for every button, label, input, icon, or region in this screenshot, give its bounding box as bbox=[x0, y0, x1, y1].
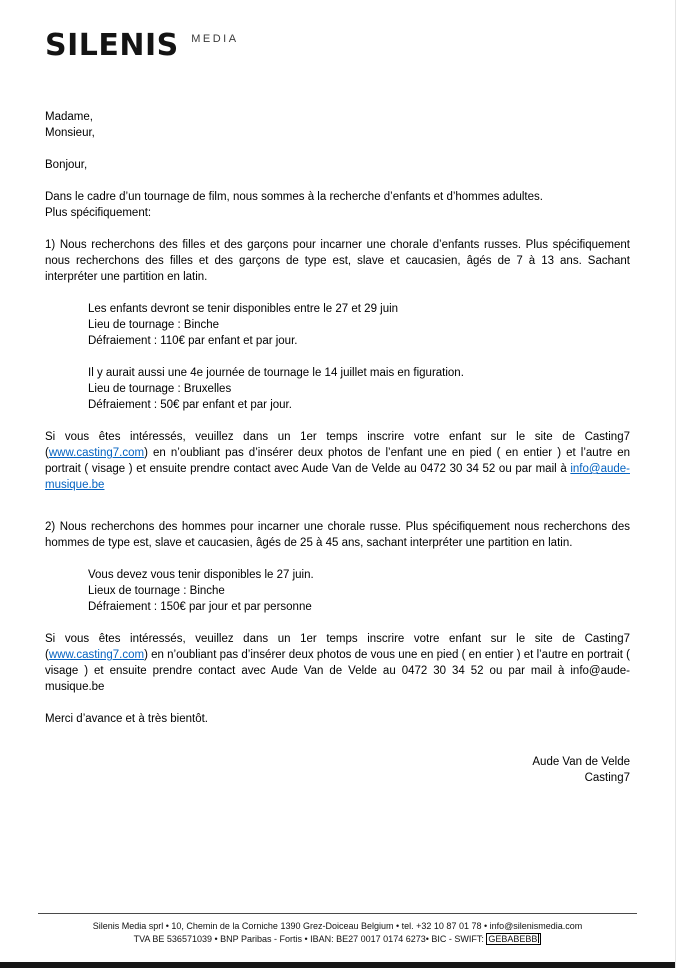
footer-bank-text: TVA BE 536571039 • BNP Paribas - Fortis • IBAN: BE27 0017 0174 6273• BIC - SWIFT: bbox=[133, 934, 487, 944]
detail-location-line: Lieux de tournage : Binche bbox=[88, 585, 225, 597]
intro-line-2: Plus spécifiquement: bbox=[45, 207, 152, 219]
salutation-madame: Madame, bbox=[45, 111, 93, 123]
adults-shoot-details bbox=[88, 567, 630, 615]
section1-paragraph: 1) Nous recherchons des filles et des garçons pour incarner une chorale d’enfants russes. Plus spécifiquement nous recherchons des filles et des garçons de type est, slave et caucasien, âgés de 7 à 13 ans. Sachant interpréter une partition en latin. bbox=[45, 239, 630, 283]
children-shoot-details-2 bbox=[88, 365, 630, 413]
email-link[interactable]: info@aude-musique.be bbox=[45, 463, 630, 491]
footer-bank-line bbox=[38, 933, 637, 946]
detail-fee-line: Défraiement : 150€ par jour et par personne bbox=[88, 601, 312, 613]
letterhead bbox=[45, 28, 630, 63]
casting7-link[interactable]: www.casting7.com bbox=[48, 649, 145, 661]
casting7-link[interactable]: www.casting7.com bbox=[48, 447, 145, 459]
intro-paragraph bbox=[45, 189, 630, 221]
detail-fee-line: Défraiement : 50€ par enfant et par jour. bbox=[88, 399, 292, 411]
detail-location-line: Lieu de tournage : Bruxelles bbox=[88, 383, 232, 395]
signature-name: Aude Van de Velde bbox=[532, 756, 630, 768]
detail-availability-line: Les enfants devront se tenir disponibles entre le 27 et 29 juin bbox=[88, 303, 399, 315]
contact1-text-pre: Si vous êtes intéressés, veuillez dans un 1er temps inscrire votre enfant sur le site de Casting7 ( bbox=[45, 431, 630, 459]
salutation-block bbox=[45, 109, 630, 141]
detail-availability-line: Vous devez vous tenir disponibles le 27 juin. bbox=[88, 569, 314, 581]
silenis-logo-text: SILENIS bbox=[45, 28, 179, 63]
contact2-text-post: ) en n’oubliant pas d’insérer deux photos de vous une en pied ( en entier ) et l’autre en portrait ( visage ) et ensuite prendre contact avec Aude Van de Velde au 0472 30 34 52 ou par mail à info@aude-musique.be bbox=[45, 649, 630, 693]
contact-paragraph-2 bbox=[45, 631, 630, 695]
footer bbox=[38, 913, 637, 946]
bic-selected-text: GEBABEBB bbox=[486, 933, 541, 945]
detail-location-line: Lieu de tournage : Binche bbox=[88, 319, 220, 331]
closing-line: Merci d’avance et à très bientôt. bbox=[45, 713, 208, 725]
letter-body bbox=[45, 109, 630, 786]
section2-paragraph: 2) Nous recherchons des hommes pour incarner une chorale russe. Plus spécifiquement nous recherchons des hommes de type est, slave et caucasien, âgés de 25 à 45 ans, sachant interpréter une partition en latin. bbox=[45, 521, 630, 549]
contact2-text-pre: Si vous êtes intéressés, veuillez dans un 1er temps inscrire votre enfant sur le site de Casting7 ( bbox=[45, 633, 630, 661]
children-shoot-details-1 bbox=[88, 301, 630, 349]
contact1-text-mid: ) en n’oubliant pas d’insérer deux photos de l’enfant une en pied ( en entier ) et l’autre en portrait ( visage ) et ensuite prendre contact avec Aude Van de Velde au 0472 30 34 52 ou par mail à bbox=[45, 447, 630, 475]
greeting-line: Bonjour, bbox=[45, 159, 88, 171]
intro-line-1: Dans le cadre d’un tournage de film, nous sommes à la recherche d’enfants et d’hommes adultes. bbox=[45, 191, 543, 203]
detail-fee-line: Défraiement : 110€ par enfant et par jour. bbox=[88, 335, 298, 347]
contact-paragraph-1 bbox=[45, 429, 630, 493]
salutation-monsieur: Monsieur, bbox=[45, 127, 95, 139]
media-logo-text: MEDIA bbox=[191, 33, 239, 45]
signature-company: Casting7 bbox=[584, 772, 630, 784]
window-bottom-edge bbox=[0, 962, 675, 968]
signature-block bbox=[45, 754, 630, 786]
footer-address-line: Silenis Media sprl • 10, Chemin de la Corniche 1390 Grez-Doiceau Belgium • tel. +32 10 87 01 78 • info@silenismedia.com bbox=[92, 921, 583, 931]
detail-extra-day-line: Il y aurait aussi une 4e journée de tournage le 14 juillet mais en figuration. bbox=[88, 367, 464, 379]
